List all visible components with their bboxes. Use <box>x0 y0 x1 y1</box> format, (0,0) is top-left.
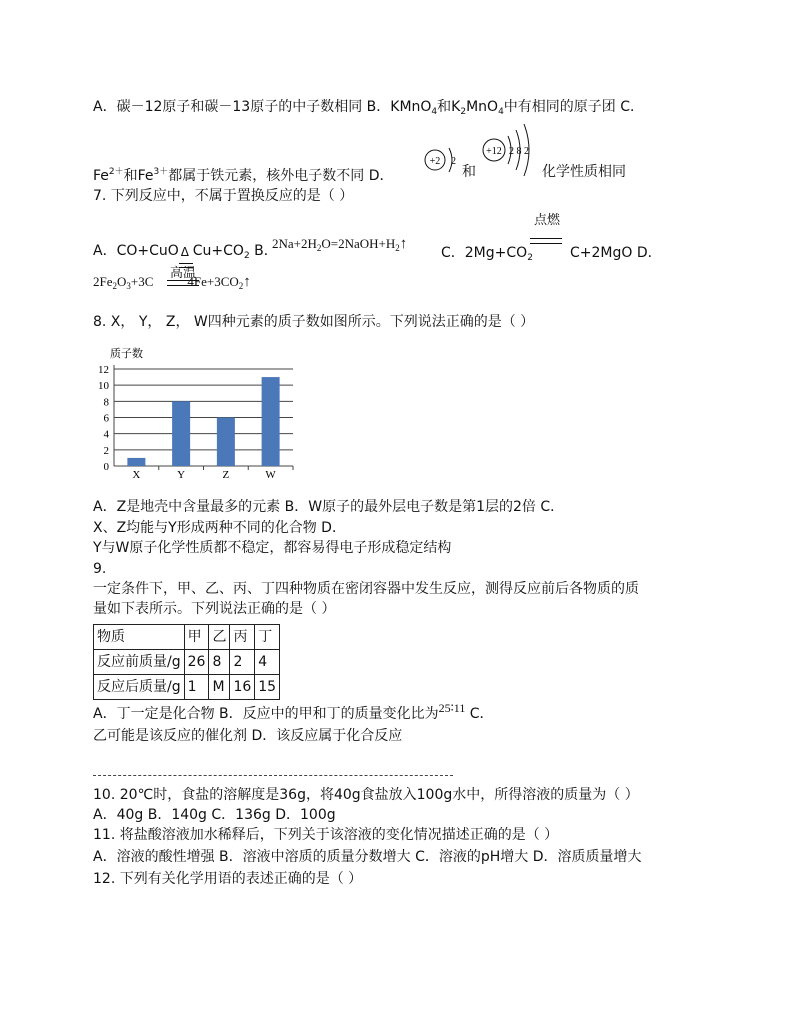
q8-option-a: A．Z是地壳中含量最多的元素 B．W原子的最外层电子数是第1层的2倍 C． <box>93 499 565 515</box>
q11-options: A．溶液的酸性增强 B．溶液中溶质的质量分数增大 C．溶液的pH增大 D．溶质质量增大 <box>93 849 642 865</box>
q8-stem: 8. X， Y， Z， W四种元素的质子数如图所示。下列说法正确的是（ ） <box>93 314 535 330</box>
q11-stem: 11. 将盐酸溶液加水稀释后，下列关于该溶液的变化情况描述正确的是（ ） <box>93 827 559 843</box>
q7-stem: 7. 下列反应中，不属于置换反应的是（ ） <box>93 188 354 204</box>
table-header-cell: 乙 <box>209 625 230 650</box>
y-tick-label: 6 <box>103 412 109 425</box>
q8-option-c: X、Z均能与Y形成两种不同的化合物 D． <box>93 520 346 536</box>
q7-d-equation: $2Fe_2O_3+3C$ $4Fe+3CO_2↑$ <box>93 274 251 291</box>
y-axis-label: 质子数 <box>110 347 143 360</box>
q6-options-line1: A．碳－12原子和碳－13原子的中子数相同 B．KMnO$_4$和$K_2MnO_4$中有相同的原子团 C． <box>93 99 645 117</box>
q9-number: 9. <box>93 561 107 577</box>
q6-options-line2: $Fe^{2+}$和$Fe^{3+}$都属于铁元素，核外电子数不同 D． <box>93 167 394 184</box>
y-tick-label: 4 <box>103 428 109 441</box>
y-tick-label: 0 <box>103 461 109 473</box>
q6-and-text: 和 <box>462 164 476 180</box>
q7-options-line1: A．CO+CuO Δ $Cu+CO_2$ B． <box>93 242 278 265</box>
atom-structure-diagram-magnesium <box>480 118 544 188</box>
q7-c-products: C+2MgO D． <box>570 245 662 261</box>
q12-stem: 12. 下列有关化学用语的表述正确的是（ ） <box>93 871 363 887</box>
y-tick-label: 12 <box>98 364 109 376</box>
x-tick-label: W <box>265 469 276 481</box>
q7-c-condition: 点燃 <box>534 213 561 228</box>
table-cell: 16 <box>230 675 255 700</box>
bar-w <box>262 377 280 466</box>
x-tick-label: Y <box>177 469 186 481</box>
table-header-cell: 物质 <box>94 625 185 650</box>
table-cell: 4 <box>255 650 280 675</box>
q7-b-equation: $2Na+2H_2O=2NaOH+H_2↑$ <box>272 236 408 253</box>
table-header-cell: 丙 <box>230 625 255 650</box>
proton-number-bar-chart <box>88 343 303 483</box>
q9-option-c: 乙可能是该反应的催化剂 D．该反应属于化合反应 <box>93 728 403 744</box>
q8-option-d: Y与W原子化学性质都不稳定，都容易得电子形成稳定结构 <box>93 540 452 556</box>
nucleus-charge: +2 <box>429 156 441 167</box>
q9-stem-line2: 量如下表所示。下列说法正确的是（ ） <box>93 601 336 617</box>
shell-electrons: 2 8 2 <box>509 146 529 157</box>
bar-z <box>217 418 235 467</box>
x-tick-label: X <box>132 469 141 481</box>
table-cell: 8 <box>209 650 230 675</box>
table-cell: 26 <box>184 650 209 675</box>
y-tick-label: 2 <box>103 444 109 457</box>
dashed-divider <box>93 775 453 776</box>
y-tick-label: 10 <box>98 380 109 393</box>
atom-structure-diagram-helium <box>422 140 462 180</box>
table-header-cell: 甲 <box>184 625 209 650</box>
y-tick-label: 8 <box>103 396 109 409</box>
q7-c-equals-sign <box>530 238 562 244</box>
table-cell: M <box>209 675 230 700</box>
table-header-cell: 丁 <box>255 625 280 650</box>
q9-stem-line1: 一定条件下，甲、乙、丙、丁四种物质在密闭容器中发生反应，测得反应前后各物质的质 <box>93 581 639 597</box>
q7-d-condition: 高温 <box>170 266 197 281</box>
shell-electrons: 2 <box>451 156 456 167</box>
q7-a-condition: Δ <box>180 245 189 259</box>
bar-x <box>127 458 145 466</box>
q6-option-d-end: 化学性质相同 <box>542 164 626 180</box>
table-cell: 15 <box>255 675 280 700</box>
q7-c-option: C．$2Mg+CO_2$ <box>441 245 533 263</box>
bar-y <box>172 401 190 466</box>
table-cell: 反应后质量/g <box>94 675 185 700</box>
x-tick-label: Z <box>222 469 230 481</box>
mass-change-table <box>93 624 280 700</box>
q9-option-a: A．丁一定是化合物 B．反应中的甲和丁的质量变化比为25∶11 C． <box>93 701 494 722</box>
table-cell: 2 <box>230 650 255 675</box>
table-header-row <box>94 625 280 650</box>
table-cell: 反应前质量/g <box>94 650 185 675</box>
q10-stem: 10. 20℃时，食盐的溶解度是36g，将40g食盐放入100g水中，所得溶液的质量为（ ） <box>93 787 639 803</box>
table-row <box>94 650 280 675</box>
table-row <box>94 675 280 700</box>
nucleus-charge: +12 <box>486 146 502 157</box>
q10-options: A．40g B．140g C．136g D．100g <box>93 807 336 823</box>
table-cell: 1 <box>184 675 209 700</box>
q9-ratio: 25∶11 <box>438 701 466 715</box>
